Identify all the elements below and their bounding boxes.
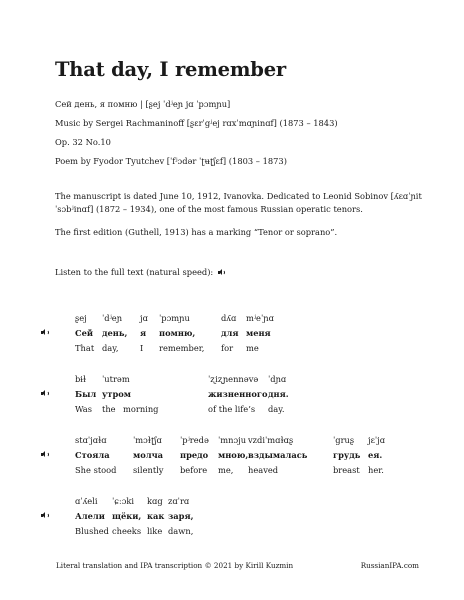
english-word: before [180, 465, 208, 475]
ipa-word: ˈgruʂ [333, 435, 355, 445]
english-word: She stood [75, 465, 117, 475]
ipa-word: ˈutrəm [102, 374, 130, 384]
composer-line: Music by Sergei Rachmaninoff [ʂɛrˈgʲej rɑxˈmɑɲinɑf] (1873 – 1843) [55, 118, 338, 128]
english-word: heaved [248, 465, 279, 475]
opus-line: Op. 32 No.10 [55, 137, 111, 147]
english-word: day. [268, 404, 285, 414]
english-word: like [147, 526, 163, 536]
ipa-word: ʂej [75, 313, 87, 323]
russian-word: дня. [268, 389, 289, 399]
russian-word: утром [102, 389, 131, 399]
ipa-word: ˈmnɔju [218, 435, 247, 445]
russian-word: меня [246, 328, 271, 338]
russian-word: Был [75, 389, 97, 399]
ipa-word: ˈpɔmɲu [159, 313, 190, 323]
russian-word: Алели [75, 511, 105, 521]
speaker-icon[interactable] [218, 269, 225, 276]
ipa-word: ɑˈʎeli [75, 496, 98, 506]
russian-word: вздымалась [248, 450, 308, 460]
poet-line: Poem by Fyodor Tyutchev [ˈfʲɔdər ˈʈʉʈʃɛf] (1803 – 1873) [55, 156, 287, 166]
ipa-word: ˈʐiʐɲennəvə [208, 374, 259, 384]
english-word: I [140, 343, 144, 353]
ipa-word: mʲeˈɲɑ [246, 313, 274, 323]
english-word: the [102, 404, 116, 414]
listen-line [55, 268, 225, 276]
footer-copyright: Literal translation and IPA transcription © 2021 by Kirill Kuzmin [56, 561, 294, 570]
ipa-word: vzdiˈmɑɫɑʂ [248, 435, 294, 445]
english-word: of the life’s [208, 404, 256, 414]
russian-word: как [147, 511, 165, 521]
russian-word: для [221, 328, 239, 338]
english-word: for [221, 343, 234, 353]
russian-word: мною, [218, 450, 249, 460]
english-word: dawn, [168, 526, 194, 536]
russian-title-line: Сей день, я помню | [ʂej ˈdʲeɲ jɑ ˈpɔmɲu] [55, 99, 231, 109]
russian-word: помню, [159, 328, 196, 338]
english-word: breast [333, 465, 360, 475]
russian-word: Сей [75, 328, 94, 338]
russian-word: молча [133, 450, 164, 460]
ipa-word: bɨɫ [75, 374, 87, 384]
ipa-word: zɑˈrɑ [168, 496, 190, 506]
speaker-icon[interactable] [41, 451, 48, 458]
russian-word: предо [180, 450, 209, 460]
ipa-word: ˈmɔɫʈʃɑ [133, 435, 162, 445]
english-word: day, [102, 343, 119, 353]
english-word: silently [133, 465, 164, 475]
english-word: That [75, 343, 95, 353]
speaker-icon[interactable] [41, 390, 48, 397]
ipa-word: stɑˈjɑɫɑ [75, 435, 107, 445]
russian-word: я [140, 328, 147, 338]
speaker-icon[interactable] [41, 512, 48, 519]
manuscript-paragraph: The manuscript is dated June 10, 1912, Ivanovka. Dedicated to Leonid Sobinov [ʎɛɑˈɲit ˈsɔbʲinɑf] (1872 – 1934), one of the most famous Russian operatic tenors. [55, 191, 422, 214]
russian-word: щёки, [112, 511, 142, 521]
listen-label: Listen to the full text (natural speed): [55, 267, 214, 277]
russian-word: ея. [368, 450, 383, 460]
english-word: remember, [159, 343, 205, 353]
ipa-word: jɑ [140, 313, 148, 323]
ipa-word: dʎɑ [221, 313, 237, 323]
page-title: That day, I remember [55, 58, 287, 81]
english-word: her. [368, 465, 384, 475]
russian-word: Стояла [75, 450, 110, 460]
english-word: Was [75, 404, 93, 414]
ipa-word: ˈɕːɔki [112, 496, 135, 506]
ipa-word: ˈdʲeɲ [102, 313, 123, 323]
russian-word: грудь [333, 450, 361, 460]
english-word: cheeks [112, 526, 142, 536]
russian-word: заря, [168, 511, 194, 521]
ipa-word: jɛˈjɑ [368, 435, 386, 445]
footer-site-link[interactable]: RussianIPA.com [360, 561, 419, 570]
english-word: Blushed [75, 526, 109, 536]
ipa-word: kɑg [147, 496, 163, 506]
ipa-word: ˈdɲɑ [268, 374, 287, 384]
speaker-icon[interactable] [41, 329, 48, 336]
english-word: me, [218, 465, 234, 475]
russian-word: жизненного [208, 389, 268, 399]
ipa-word: ˈpʲredə [180, 435, 209, 445]
russian-word: день, [102, 328, 128, 338]
edition-paragraph: The first edition (Guthell, 1913) has a marking “Tenor or soprano”. [55, 227, 338, 237]
english-word: morning [123, 404, 159, 414]
english-word: me [246, 343, 259, 353]
